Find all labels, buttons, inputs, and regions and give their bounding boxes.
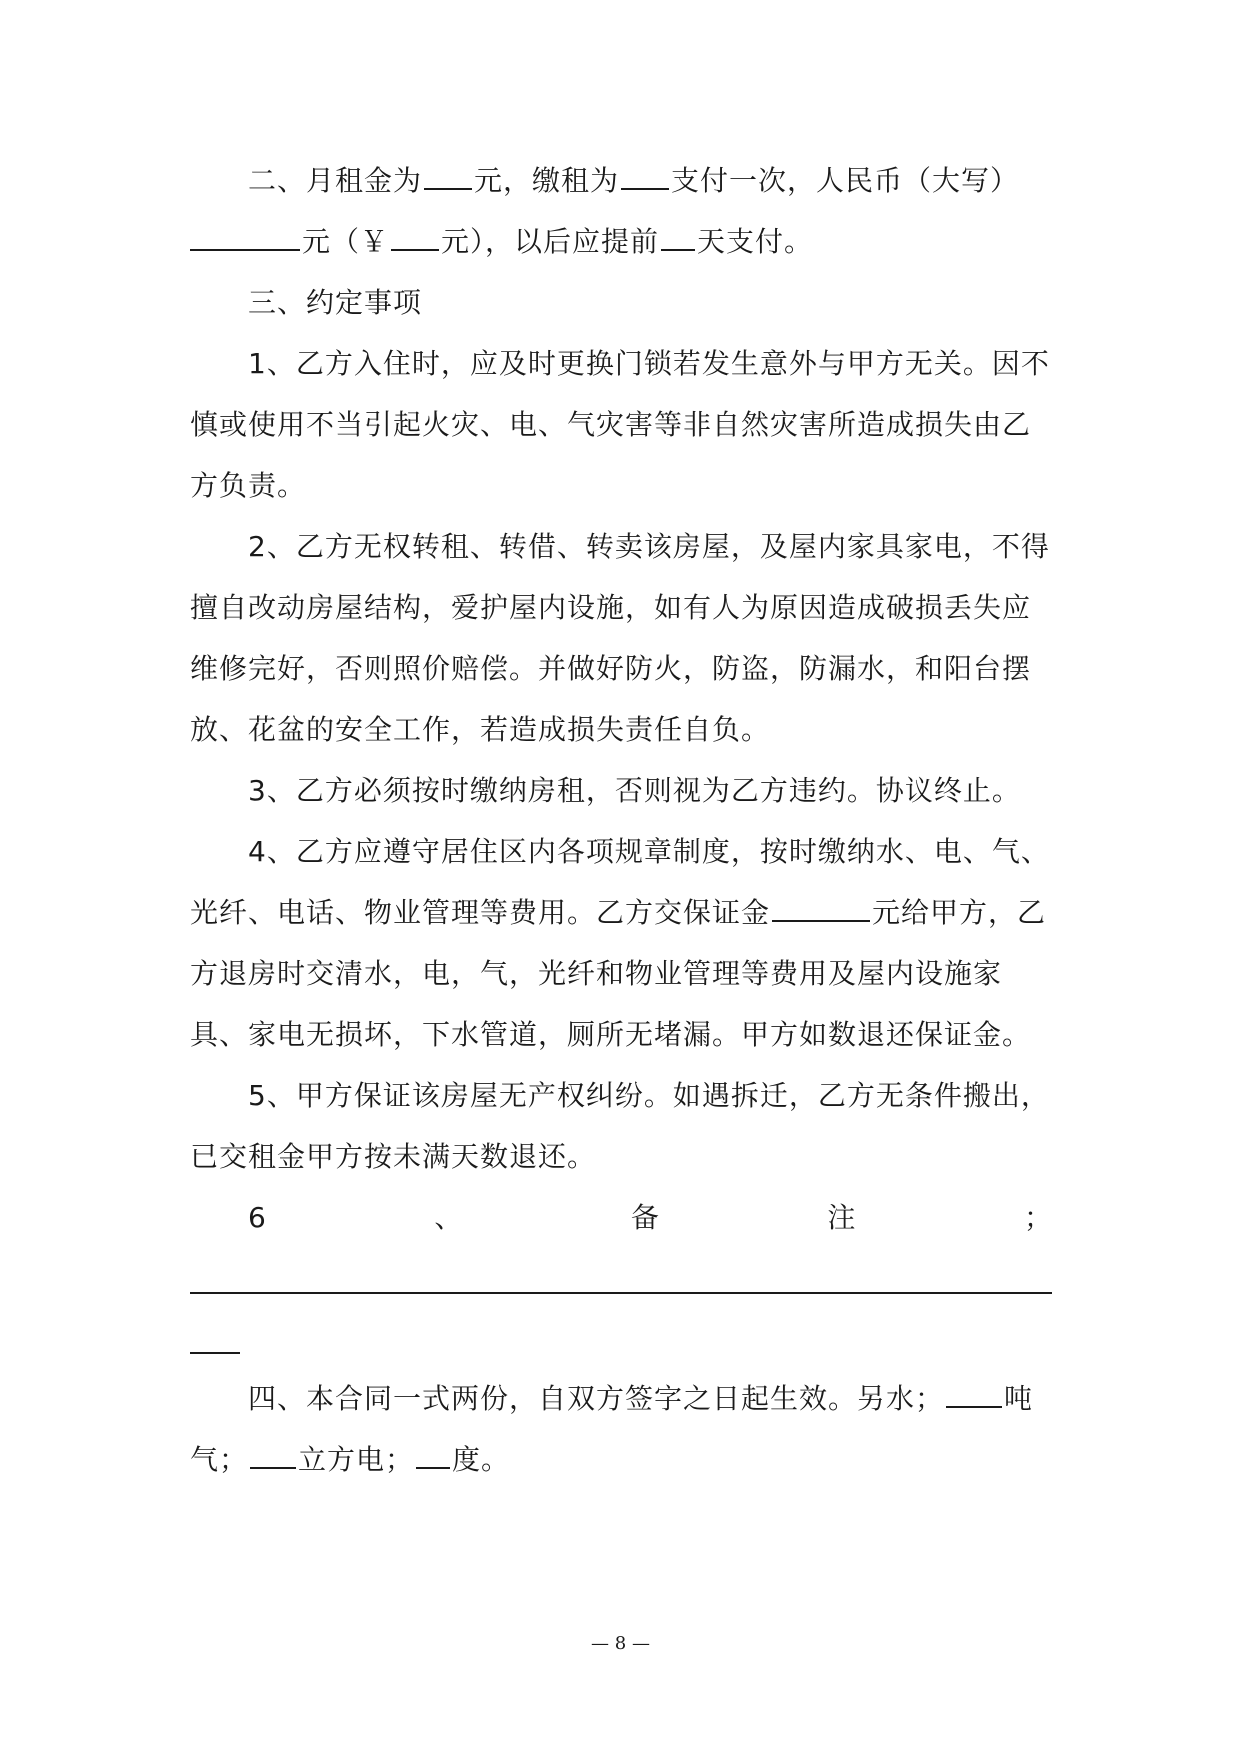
- gas-blank: [250, 1433, 296, 1469]
- rent-text-1: 二、月租金为: [248, 164, 423, 197]
- item-6-word-2: 注: [827, 1201, 856, 1234]
- payment-period-blank: [621, 154, 669, 190]
- item-6-end: ；: [1023, 1201, 1052, 1234]
- item-3: 3、乙方必须按时缴纳房租，否则视为乙方违约。协议终止。: [248, 774, 1021, 807]
- item-6-remarks: [190, 1187, 1052, 1248]
- section-4-text-1: 四、本合同一式两份，自双方签字之日起生效。另水；: [248, 1382, 945, 1415]
- section-4-text-3: 立方电；: [298, 1443, 415, 1476]
- deposit-blank: [772, 886, 870, 922]
- section-4: [190, 1368, 1052, 1490]
- remarks-blank-line-end: [190, 1294, 240, 1354]
- item-5: 5、甲方保证该房屋无产权纠纷。如遇拆迁，乙方无条件搬出，已交租金甲方按未满天数退还。: [190, 1079, 1050, 1173]
- amount-in-words-blank: [190, 215, 300, 251]
- rent-text-6: 天支付。: [697, 225, 814, 258]
- item-2: 2、乙方无权转租、转借、转卖该房屋，及屋内家具家电，不得擅自改动房屋结构，爱护屋内设施，如有人为原因造成破损丢失应维修完好，否则照价赔偿。并做好防火，防盗，防漏水，和阳台摆放、花盆的安全工作，若造成损失责任自负。: [190, 530, 1050, 746]
- item-6-number: 6: [248, 1201, 266, 1234]
- electricity-blank: [416, 1433, 450, 1469]
- section-4-text-4: 度。: [452, 1443, 511, 1476]
- remarks-blank-line: [190, 1248, 1052, 1294]
- item-4: [190, 821, 1052, 1065]
- item-6-word-1: 备: [630, 1201, 659, 1234]
- document-page: [190, 150, 1052, 1490]
- rent-text-2: 元，缴租为: [474, 164, 620, 197]
- section-4-text-2: 吨气；: [190, 1382, 1034, 1476]
- item-6-separator: 、: [434, 1201, 463, 1234]
- rent-text-5: 元），以后应提前: [441, 225, 660, 258]
- water-blank: [946, 1372, 1002, 1408]
- section-3-title: 三、约定事项: [248, 286, 423, 319]
- item-1: 1、乙方入住时，应及时更换门锁若发生意外与甲方无关。因不慎或使用不当引起火灾、电、气灾害等非自然灾害所造成损失由乙方负责。: [190, 347, 1050, 502]
- rent-text-4: 元（￥: [302, 225, 390, 258]
- days-in-advance-blank: [661, 215, 695, 251]
- monthly-rent-blank: [424, 154, 472, 190]
- amount-in-figures-blank: [391, 215, 439, 251]
- item-4-text-2: 元给甲方，乙方退房时交清水，电，气，光纤和物业管理等费用及屋内设施家具、家电无损坏，下水管道，厕所无堵漏。甲方如数退还保证金。: [190, 896, 1047, 1051]
- page-number: — 8 —: [591, 1633, 650, 1654]
- rent-text-3: 支付一次，人民币（大写）: [671, 164, 1020, 197]
- item-4-text-1: 4、乙方应遵守居住区内各项规章制度，按时缴纳水、电、气、光纤、电话、物业管理等费用。乙方交保证金: [190, 835, 1050, 929]
- section-2-rent: [190, 150, 1052, 272]
